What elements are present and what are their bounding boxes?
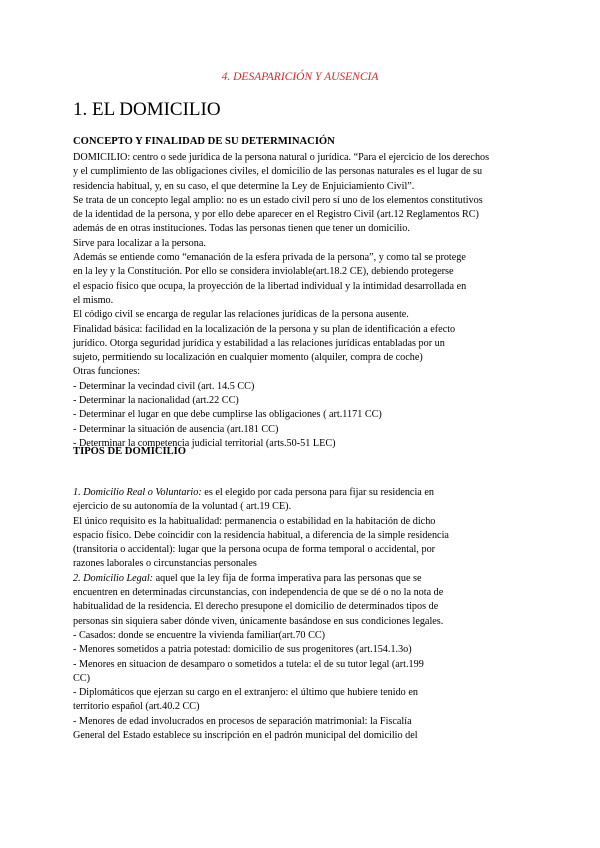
paragraph-line: (transitoria o accidental): lugar que la persona ocupa de forma temporal o accidental, por [73, 544, 436, 556]
paragraph-line: Finalidad básica: facilidad en la localización de la persona y su plan de identificación a efecto [73, 323, 456, 335]
domicilio-legal-label: 2. Domicilio Legal: [73, 572, 154, 584]
paragraph-line: personas sin siquiera saber dónde viven, únicamente basándose en sus condiciones legales. [73, 615, 444, 627]
section-title: 1. EL DOMICILIO [73, 99, 221, 120]
paragraph-line: espacio físico. Debe coincidir con la residencia habitual, a diferencia de la simple residencia [73, 529, 449, 541]
list-item: General del Estado establece su inscripción en el padrón municipal del domicilio del [73, 730, 418, 742]
paragraph-line [73, 486, 533, 500]
list-item: - Determinar el lugar en que debe cumplirse las obligaciones ( art.1171 CC) [73, 409, 382, 421]
paragraph-line: El código civil se encarga de regular las relaciones jurídicas de la persona ausente. [73, 309, 409, 321]
list-item: - Diplomáticos que ejerzan su cargo en el extranjero: el último que hubiere tenido en [73, 687, 418, 699]
paragraph-line: residencia habitual, y, en su caso, el que determine la Ley de Enjuiciamiento Civil”. [73, 180, 415, 192]
text-block-concepto [73, 151, 533, 451]
paragraph-line: Además se entiende como “emanación de la esfera privada de la persona”, y como tal se protege [73, 252, 466, 264]
list-item: - Menores en situacion de desamparo o sometidos a tutela: el de su tutor legal (art.199 [73, 658, 424, 670]
domicilio-real-text: es el elegido por cada persona para fijar su residencia en [201, 487, 434, 498]
list-item: - Determinar la nacionalidad (art.22 CC) [73, 395, 239, 407]
paragraph-line [73, 572, 533, 586]
list-item: - Determinar la competencia judicial territorial (arts.50-51 LEC) [73, 437, 336, 449]
paragraph-line: DOMICILIO: centro o sede jurídica de la persona natural o jurídica. “Para el ejercicio de los derechos [73, 152, 490, 163]
chapter-title: 4. DESAPARICIÓN Y AUSENCIA [221, 71, 379, 83]
subsection-title-tipos: TIPOS DE DOMICILIO [73, 446, 187, 457]
paragraph-line: razones laborales o circunstancias personales [73, 558, 257, 570]
subsection-title-concepto: CONCEPTO Y FINALIDAD DE SU DETERMINACIÓN [73, 136, 335, 147]
paragraph-line: habitualidad de la residencia. El derecho presupone el domicilio de determinados tipos de [73, 601, 439, 613]
list-item: - Menores sometidos a patria potestad: domicilio de sus progenitores (art.154.1.3o) [73, 644, 412, 656]
paragraph-line: jurídico. Otorga seguridad jurídica y estabilidad a las relaciones jurídicas entabladas por un [73, 337, 445, 349]
paragraph-line: encuentren en determinadas circunstancias, con independencia de que se dé o no la nota de [73, 587, 444, 599]
list-item: - Determinar la situación de ausencia (art.181 CC) [73, 423, 279, 435]
list-item: - Casados: donde se encuentre la vivienda familiar(art.70 CC) [73, 629, 326, 641]
paragraph-line: Otras funciones: [73, 366, 141, 378]
paragraph-line: de la identidad de la persona, y por ello debe aparecer en el Registro Civil (art.12 Reglamentos RC) [73, 209, 479, 221]
domicilio-real-label: 1. Domicilio Real o Voluntario: [73, 487, 202, 498]
paragraph-line: y el cumplimiento de las obligaciones civiles, el domicilio de las personas naturales es el lugar de su [73, 166, 483, 178]
list-item: - Determinar la vecindad civil (art. 14.5 CC) [73, 380, 255, 392]
list-item: CC) [73, 672, 90, 684]
domicilio-legal-text: aquel que la ley fija de forma imperativa para las personas que se [153, 572, 422, 584]
paragraph-line: El único requisito es la habitualidad: permanencia o estabilidad en la habitación de dicho [73, 515, 436, 527]
paragraph-line: sujeto, permitiendo su localización en cualquier momento (alquiler, compra de coche) [73, 352, 423, 364]
text-block-tipos [73, 486, 533, 743]
paragraph-line: el espacio físico que ocupa, la proyección de la libertad individual y la intimidad desarrollada en [73, 280, 467, 292]
paragraph-line: en la ley y la Constitución. Por ello se considera inviolable(art.18.2 CE), debiendo protegerse [73, 266, 454, 278]
paragraph-line: además de en otras instituciones. Todas las personas tienen que tener un domicilio. [73, 223, 410, 235]
paragraph-line: el mismo. [73, 294, 114, 306]
paragraph-line: Sirve para localizar a la persona. [73, 237, 206, 249]
list-item: - Menores de edad involucrados en procesos de separación matrimonial: la Fiscalía [73, 715, 412, 727]
list-item: territorio español (art.40.2 CC) [73, 701, 200, 713]
paragraph-line: Se trata de un concepto legal amplio: no es un estado civil pero sí uno de los elementos constitutivos [73, 194, 483, 206]
paragraph-line: ejercicio de su autonomía de la voluntad ( art.19 CE). [73, 501, 292, 513]
